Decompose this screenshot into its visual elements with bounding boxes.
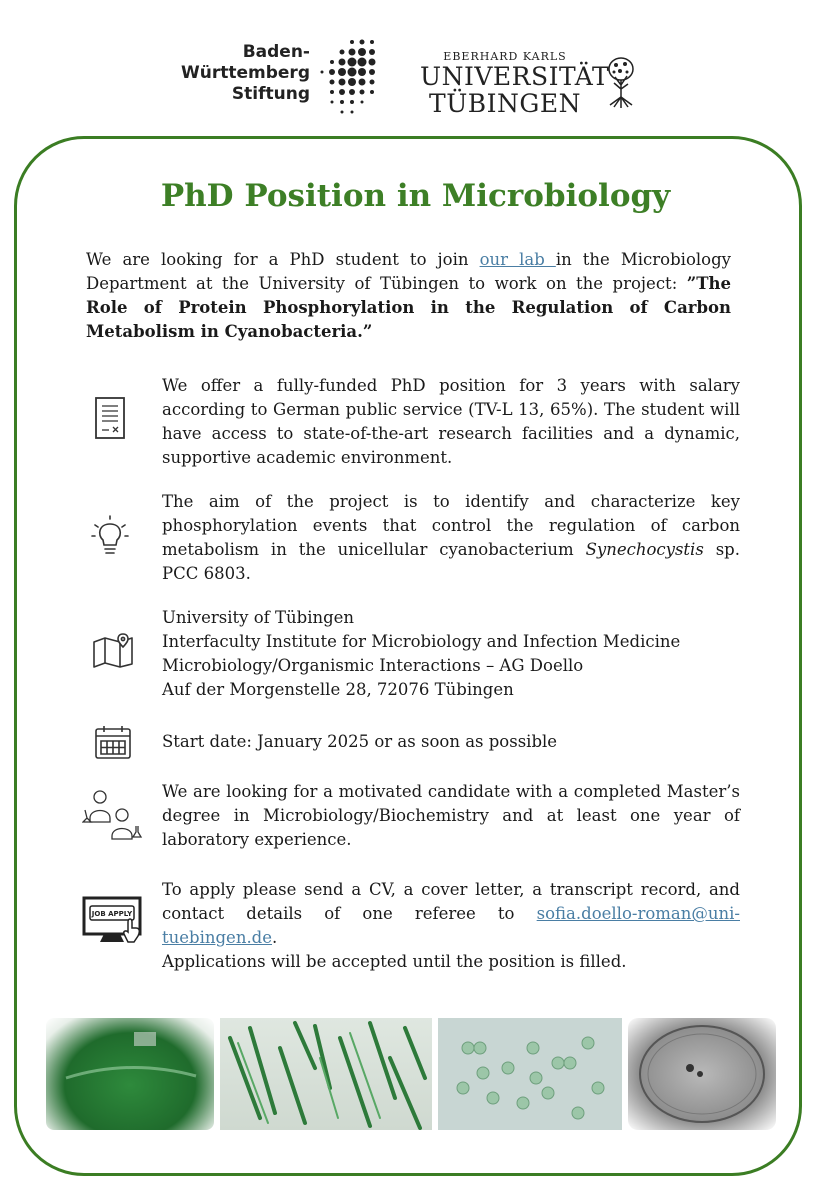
address-line1: University of Tübingen xyxy=(162,608,355,627)
address-block xyxy=(162,606,740,702)
aim-species: Synechocystis xyxy=(585,540,704,559)
electron-micrograph-photo xyxy=(628,1018,776,1130)
photo-strip xyxy=(46,1018,776,1130)
intro-paragraph xyxy=(86,248,731,344)
uni-tuebingen-logo-text xyxy=(420,50,610,118)
job-apply-computer-icon xyxy=(80,896,148,946)
uni-logo-line3: TÜBINGEN xyxy=(429,89,581,118)
bw-logo-line3: Stiftung xyxy=(231,84,310,104)
scientists-icon xyxy=(82,788,146,840)
aim-paragraph xyxy=(162,490,740,586)
filaments-micrograph-photo xyxy=(220,1018,432,1130)
uni-logo-line2: UNIVERSITÄT xyxy=(420,62,610,91)
bw-stiftung-logo-text xyxy=(150,42,310,105)
candidate-paragraph: We are looking for a motivated candidate with a completed Master’s degree in Microbiology/Biochemistry and at least one year of laboratory experience. xyxy=(162,782,740,849)
uni-tree-logo-icon xyxy=(606,55,636,110)
apply-paragraph xyxy=(162,878,740,974)
map-location-icon xyxy=(92,632,134,668)
project-title: ”The Role of Protein Phosphorylation in the Regulation of Carbon Metabolism in Cyanobacteria.” xyxy=(86,274,731,341)
address-line2: Interfaculty Institute for Microbiology and Infection Medicine xyxy=(162,632,681,651)
contract-document-icon xyxy=(94,396,126,440)
job-apply-label: JOB APPLY xyxy=(91,910,133,918)
lightbulb-icon xyxy=(90,514,130,558)
calendar-icon xyxy=(94,724,132,760)
start-date: Start date: January 2025 or as soon as possible xyxy=(162,732,558,751)
contact-email-link[interactable]: sofia.doello-roman@uni-tuebingen.de xyxy=(162,904,740,947)
aim-text-2: sp. PCC 6803. xyxy=(162,540,740,583)
intro-text-2: in the Microbiology Department at the University of Tübingen to work on the project: xyxy=(86,250,731,293)
bw-logo-line2: Württemberg xyxy=(181,63,310,83)
apply-note: Applications will be accepted until the position is filled. xyxy=(162,952,627,971)
aim-text-1: The aim of the project is to identify and characterize key phosphorylation events that control the regulation of carbon metabolism in the unicellular cyanobacterium xyxy=(162,492,740,559)
flask-culture-photo xyxy=(46,1018,214,1130)
synechocystis-cells-photo xyxy=(438,1018,622,1130)
our-lab-link[interactable]: our lab xyxy=(479,250,556,269)
bw-logo-line1: Baden- xyxy=(242,42,310,62)
intro-text-1: We are looking for a PhD student to join xyxy=(86,250,480,269)
address-line4: Auf der Morgenstelle 28, 72076 Tübingen xyxy=(162,680,514,699)
offer-paragraph: We offer a fully-funded PhD position for 3 years with salary according to German public service (TV-L 13, 65%). The student will have access to state-of-the-art research facilities and a dynamic, supportive academic environment. xyxy=(162,376,740,467)
bw-stiftung-dots-logo xyxy=(316,36,386,116)
apply-text-2: . xyxy=(272,928,278,947)
page-title: PhD Position in Microbiology xyxy=(160,178,671,214)
address-line3: Microbiology/Organismic Interactions – AG Doello xyxy=(162,656,584,675)
header xyxy=(0,0,831,130)
uni-logo-line1: EBERHARD KARLS xyxy=(443,50,567,63)
apply-text-1: To apply please send a CV, a cover letter, a transcript record, and contact details of one referee to xyxy=(162,880,740,923)
